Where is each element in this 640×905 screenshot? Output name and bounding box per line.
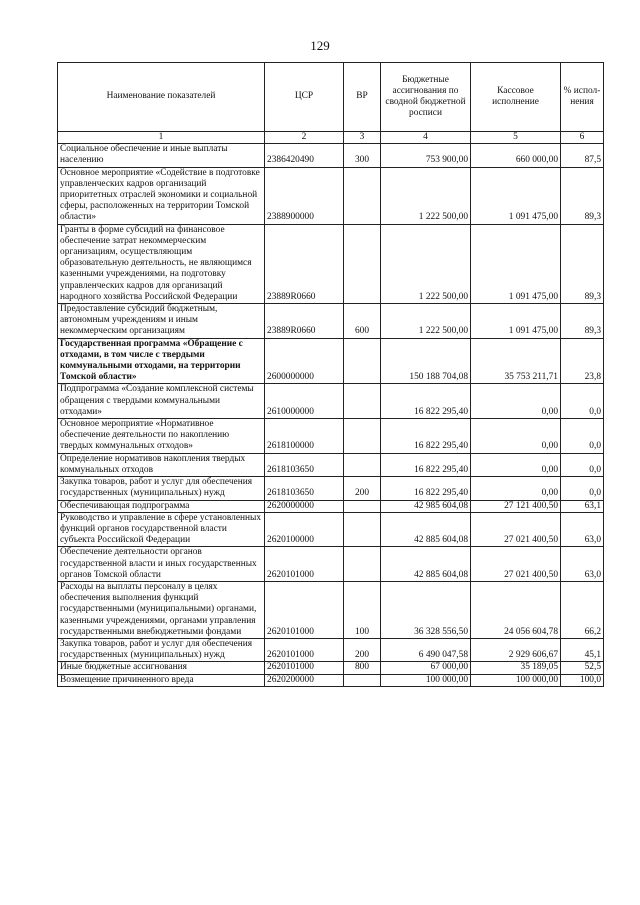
row-budget: 67 000,00	[381, 662, 471, 674]
row-csr: 2620200000	[265, 674, 344, 686]
row-cash: 1 091 475,00	[471, 167, 561, 224]
row-budget: 16 822 295,40	[381, 453, 471, 476]
table-row	[58, 167, 604, 224]
row-budget: 6 490 047,58	[381, 638, 471, 661]
row-pct: 87,5	[561, 144, 604, 167]
column-number: 6	[561, 132, 604, 144]
row-cash: 1 091 475,00	[471, 224, 561, 303]
row-pct: 66,2	[561, 581, 604, 638]
row-name: Закупка товаров, работ и услуг для обеспечения государственных (муниципальных) нужд	[58, 477, 265, 500]
row-vr	[344, 512, 381, 547]
row-budget: 150 188 704,08	[381, 338, 471, 384]
table-row	[58, 144, 604, 167]
row-cash: 660 000,00	[471, 144, 561, 167]
row-cash: 27 021 400,50	[471, 547, 561, 582]
row-name: Основное мероприятие «Содействие в подготовке управленческих кадров организаций приоритетных отраслей экономики и социальной сферы, расположенных на территории Томской области»	[58, 167, 265, 224]
row-cash: 35 189,05	[471, 662, 561, 674]
column-number: 3	[344, 132, 381, 144]
row-budget: 36 328 556,50	[381, 581, 471, 638]
row-name: Руководство и управление в сфере установленных функций органов государственной власти субъекта Российской Федерации	[58, 512, 265, 547]
row-vr: 600	[344, 304, 381, 339]
header-cash: Кассовое исполнение	[471, 63, 561, 132]
table-row	[58, 547, 604, 582]
row-budget: 16 822 295,40	[381, 384, 471, 419]
row-cash: 1 091 475,00	[471, 304, 561, 339]
row-pct: 23,8	[561, 338, 604, 384]
row-vr: 100	[344, 581, 381, 638]
row-csr: 2618103650	[265, 477, 344, 500]
row-name: Возмещение причиненного вреда	[58, 674, 265, 686]
row-csr: 2620100000	[265, 512, 344, 547]
row-csr: 2620000000	[265, 500, 344, 512]
row-pct: 63,0	[561, 547, 604, 582]
row-name: Иные бюджетные ассигнования	[58, 662, 265, 674]
header-csr: ЦСР	[265, 63, 344, 132]
row-budget: 100 000,00	[381, 674, 471, 686]
row-pct: 89,3	[561, 224, 604, 303]
row-cash: 24 056 604,78	[471, 581, 561, 638]
table-row	[58, 384, 604, 419]
row-csr: 23889R0660	[265, 304, 344, 339]
row-csr: 2610000000	[265, 384, 344, 419]
row-csr: 23889R0660	[265, 224, 344, 303]
row-name: Обеспечение деятельности органов государственной власти и иных государственных органов Томской области	[58, 547, 265, 582]
row-pct: 63,0	[561, 512, 604, 547]
table-row	[58, 338, 604, 384]
budget-execution-table	[57, 62, 604, 687]
row-vr: 800	[344, 662, 381, 674]
column-number: 4	[381, 132, 471, 144]
row-budget: 1 222 500,00	[381, 304, 471, 339]
row-pct: 0,0	[561, 477, 604, 500]
row-name: Социальное обеспечение и иные выплаты населению	[58, 144, 265, 167]
row-csr: 2618100000	[265, 419, 344, 454]
header-name: Наименование показателей	[58, 63, 265, 132]
row-csr: 2386420490	[265, 144, 344, 167]
table-row	[58, 453, 604, 476]
row-name: Закупка товаров, работ и услуг для обеспечения государственных (муниципальных) нужд	[58, 638, 265, 661]
table-body	[58, 144, 604, 687]
row-csr: 2620101000	[265, 547, 344, 582]
row-csr: 2618103650	[265, 453, 344, 476]
table-row	[58, 477, 604, 500]
row-name: Определение нормативов накопления твердых коммунальных отходов	[58, 453, 265, 476]
row-vr	[344, 547, 381, 582]
row-name: Основное мероприятие «Нормативное обеспечение деятельности по накоплению твердых коммунальных отходов»	[58, 419, 265, 454]
row-vr	[344, 338, 381, 384]
table-row	[58, 512, 604, 547]
row-csr: 2600000000	[265, 338, 344, 384]
row-budget: 42 985 604,08	[381, 500, 471, 512]
row-name: Расходы на выплаты персоналу в целях обеспечения выполнения функций государственными (муниципальными) органами, казенными учреждениями, органами управления государственными внебюджетными фондами	[58, 581, 265, 638]
row-pct: 100,0	[561, 674, 604, 686]
row-cash: 0,00	[471, 384, 561, 419]
row-name: Гранты в форме субсидий на финансовое обеспечение затрат некоммерческим организациям, осуществляющим образовательную деятельность, не являющимся казенными учреждениями, на подготовку управленческих кадров для организаций народного хозяйства Российской Федерации	[58, 224, 265, 303]
row-csr: 2620101000	[265, 662, 344, 674]
table-row	[58, 419, 604, 454]
row-pct: 0,0	[561, 453, 604, 476]
column-number: 5	[471, 132, 561, 144]
row-budget: 1 222 500,00	[381, 224, 471, 303]
row-cash: 2 929 606,67	[471, 638, 561, 661]
row-pct: 45,1	[561, 638, 604, 661]
row-cash: 100 000,00	[471, 674, 561, 686]
row-name: Государственная программа «Обращение с отходами, в том числе с твердыми коммунальными отходами, на территории Томской области»	[58, 338, 265, 384]
column-number: 1	[58, 132, 265, 144]
row-vr: 300	[344, 144, 381, 167]
row-csr: 2620101000	[265, 581, 344, 638]
row-vr	[344, 453, 381, 476]
page-number: 129	[310, 38, 330, 53]
column-number-row	[58, 132, 604, 144]
table-row	[58, 638, 604, 661]
table-row	[58, 304, 604, 339]
table-row	[58, 662, 604, 674]
row-vr	[344, 500, 381, 512]
row-csr: 2388900000	[265, 167, 344, 224]
row-budget: 1 222 500,00	[381, 167, 471, 224]
row-budget: 16 822 295,40	[381, 477, 471, 500]
row-pct: 89,3	[561, 167, 604, 224]
column-number: 2	[265, 132, 344, 144]
row-cash: 0,00	[471, 419, 561, 454]
table-row	[58, 500, 604, 512]
row-name: Обеспечивающая подпрограмма	[58, 500, 265, 512]
row-pct: 52,5	[561, 662, 604, 674]
row-pct: 0,0	[561, 419, 604, 454]
row-pct: 0,0	[561, 384, 604, 419]
row-pct: 63,1	[561, 500, 604, 512]
header-vr: ВР	[344, 63, 381, 132]
row-vr	[344, 674, 381, 686]
row-vr	[344, 419, 381, 454]
header-pct: % испол-нения	[561, 63, 604, 132]
row-name: Предоставление субсидий бюджетным, автономным учреждениям и иным некоммерческим организациям	[58, 304, 265, 339]
row-cash: 35 753 211,71	[471, 338, 561, 384]
row-budget: 753 900,00	[381, 144, 471, 167]
table-header-row	[58, 63, 604, 132]
row-vr	[344, 224, 381, 303]
row-csr: 2620101000	[265, 638, 344, 661]
header-budget: Бюджетные ассигнования по сводной бюджетной росписи	[381, 63, 471, 132]
row-cash: 27 121 400,50	[471, 500, 561, 512]
row-cash: 0,00	[471, 477, 561, 500]
row-vr: 200	[344, 477, 381, 500]
row-cash: 0,00	[471, 453, 561, 476]
table-row	[58, 581, 604, 638]
row-budget: 42 885 604,08	[381, 512, 471, 547]
table-row	[58, 224, 604, 303]
row-budget: 42 885 604,08	[381, 547, 471, 582]
row-vr	[344, 167, 381, 224]
table-row	[58, 674, 604, 686]
row-pct: 89,3	[561, 304, 604, 339]
row-vr: 200	[344, 638, 381, 661]
row-budget: 16 822 295,40	[381, 419, 471, 454]
row-name: Подпрограмма «Создание комплексной системы обращения с твердыми коммунальными отходами»	[58, 384, 265, 419]
row-cash: 27 021 400,50	[471, 512, 561, 547]
row-vr	[344, 384, 381, 419]
